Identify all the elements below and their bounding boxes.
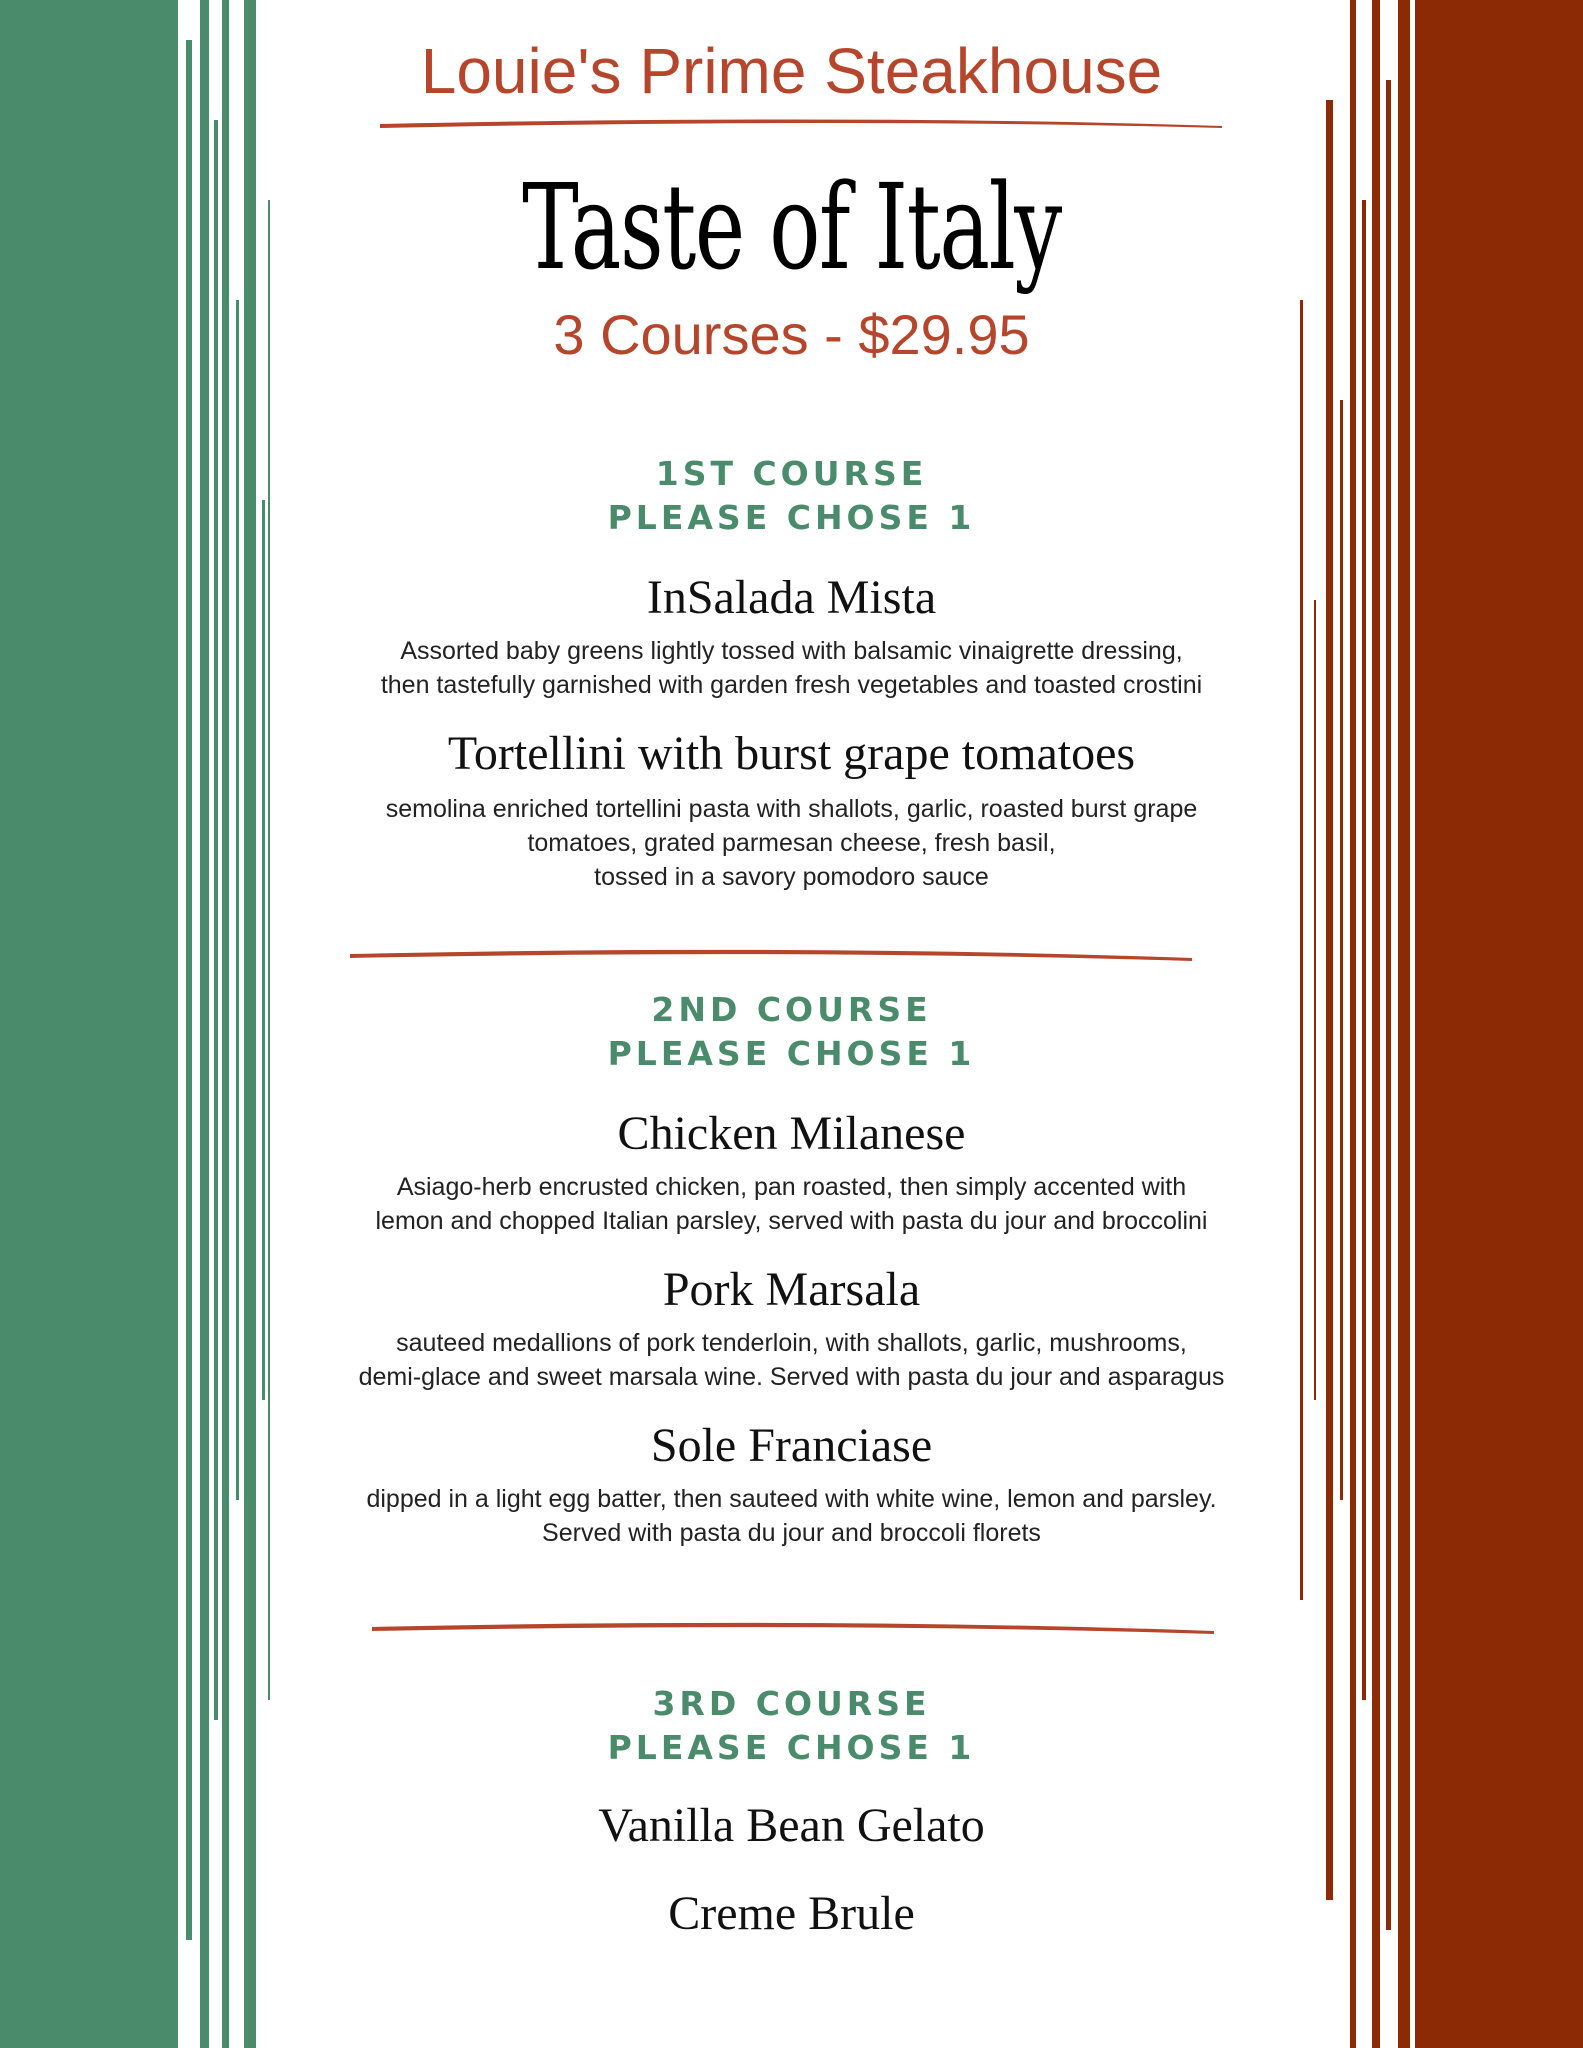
dish-description-line: tomatoes, grated parmesan cheese, fresh basil, — [527, 829, 1056, 857]
dish-chicken-milanese: Chicken Milanese — [617, 1107, 966, 1160]
dish-description-line: Assorted baby greens lightly tossed with balsamic vinaigrette dressing, — [400, 637, 1183, 665]
dish-vanilla-bean-gelato: Vanilla Bean Gelato — [598, 1799, 985, 1852]
dish-description-line: tossed in a savory pomodoro sauce — [594, 863, 989, 891]
header-underline — [380, 119, 1222, 128]
dish-description-line: sauteed medallions of pork tenderloin, with shallots, garlic, mushrooms, — [396, 1329, 1187, 1357]
dish-description-line: demi-glace and sweet marsala wine. Served with pasta du jour and asparagus — [358, 1363, 1225, 1391]
dish-description-line: Served with pasta du jour and broccoli florets — [542, 1519, 1041, 1547]
divider-2 — [372, 1623, 1214, 1634]
course-2-instruction: PLEASE CHOSE 1 — [607, 1034, 976, 1073]
course-3-heading: 3RD COURSE — [652, 1684, 931, 1723]
dish-description-line: dipped in a light egg batter, then sauteed with white wine, lemon and parsley. — [366, 1485, 1217, 1513]
dish-description-line: Asiago-herb encrusted chicken, pan roasted, then simply accented with — [396, 1173, 1187, 1201]
course-1-instruction: PLEASE CHOSE 1 — [607, 498, 976, 537]
dish-creme-brule: Creme Brule — [668, 1887, 915, 1940]
dish-insalata-mista: InSalada Mista — [646, 571, 937, 624]
course-3-instruction: PLEASE CHOSE 1 — [607, 1728, 976, 1767]
course-1-heading: 1ST COURSE — [655, 454, 928, 493]
dish-tortellini: Tortellini with burst grape tomatoes — [447, 727, 1136, 780]
dish-description-line: lemon and chopped Italian parsley, served with pasta du jour and broccolini — [375, 1207, 1208, 1235]
dish-sole-franciase: Sole Franciase — [650, 1419, 933, 1472]
divider-1 — [350, 950, 1192, 961]
dish-description-line: then tastefully garnished with garden fresh vegetables and toasted crostini — [380, 671, 1203, 699]
restaurant-name: Louie's Prime Steakhouse — [420, 35, 1163, 107]
course-2-heading: 2ND COURSE — [651, 990, 932, 1029]
menu-subtitle: 3 Courses - $29.95 — [553, 303, 1030, 366]
dish-description-line: semolina enriched tortellini pasta with shallots, garlic, roasted burst grape — [385, 795, 1198, 823]
dish-pork-marsala: Pork Marsala — [662, 1263, 921, 1316]
menu-title: Taste of Italy — [522, 158, 1061, 296]
